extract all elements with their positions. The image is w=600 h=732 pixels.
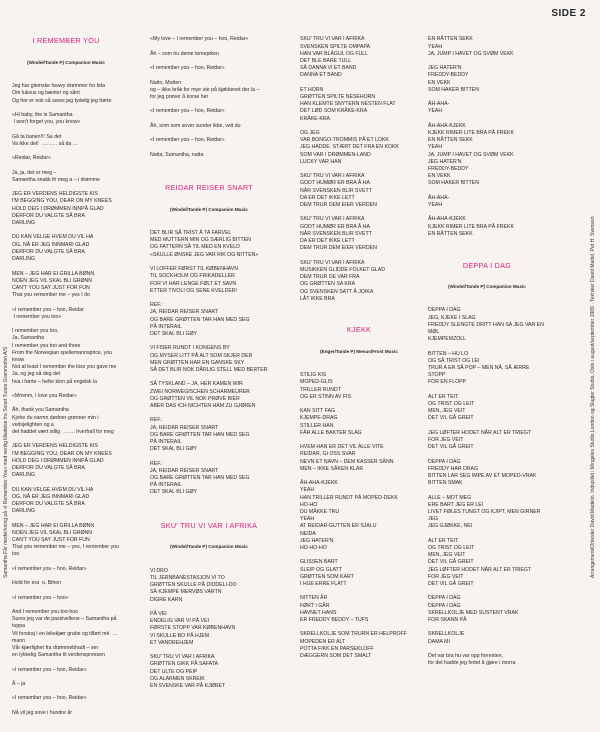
song-lyrics: DET BLIR SÅ TRIST Å TA FARVEL MED MUTTERN MIN OG SÆRLIG BITTEN OG FATTERN SÅ TIL MED EN KVELD «SKULLE ØNSKE JEG VAR RIK OG NITTEN» VI LOFFER FØRST TIL KØBENHAVN TIL SOCKHOLM OG FRIKADELLER FOR VI HAR LENGE FØLT ET SAVN ETTER TIVOLI OG SENE KVELDER! REF.: JA, REIDAR REISER SNART OG BARE GRØTTEN TAR HAN MED SEG PÅ INTERAIL DET SKAL BLI GØY VI FISER RUNDT I KONGENS BY OG MYSER LITT PÅ ALT SOM SKJER DER MEN GRØTTEN HAR EN GANSKE SKY SÅ DET BLIR NOK DÅRLIG STELL MED BERTER SÅ TYSKLAND – JA, HER KAMEN WIR ZWEI NORWEGISCHEN SCHARMEURER OG GRØTTEN VIL NOK PRØVE BIER ABER DAS ICH NICHTEN HAM ZU GJØREN REF.: JA, REIDAR REISER SNART OG BARE GRØTTEN TAR HAN MED SEG PÅ INTERAIL DET SKAL BLI GØY REF.: JA, REIDAR REISER SNART OG BARE GRØTTEN TAR HAN MED SEG PÅ INTERAIL DET SKAL BLI GØY [150, 230, 268, 496]
song-lyrics: Jeg har glemske heavy drømmer for tida Om luksus og bæster og sånt Og her er nok så sures jeg tydelig jeg hørte «Hi baby, the is Samantha I won't forget you, you know» Gå ta banen!!! Sa det Va ikke det! ……… så da … «Reidar, Reidar» Ja, ja, det er meg – Samantha snakk fri meg a – i drømme JEG ER VERDENS HELDIGSTE KIS I'M BEGGING YOU, DEAR ON MY KNEES HOLD DEG I DRØMMEN INNPÅ GLAD DERFOR DU VALGTE SÅ BRA DARLING DU KAN VELGE HVEM DU VIL HA OG, NÅ ER JEG INNMARI GLAD DERFOR DU VALGTE SÅ BRA DARLING MEN – JEG HAR EI GRILLA BØNN NOEN JEG VIL SKAL BLI GRØNN CAN'T YOU SAY JUST FOR FUN That you remember me – yes I do «I remember you – hoo, Reidar I remember you too» I remember you too, Ja, Samantha I remember you too and three From the Norwegian spellemannsprice, you know Not at least I remember the kiss you gave me Ja, og jeg så deg det hva i hørte – hefer kinn på engelsk la «Mmmm, I love you Reidar» Åh, thank you Samantha Kjohe du varmn dødner-grønner min i vedsjelighten og a det haddet vært stilig ……. hverfrall for meg JEG ER VERDENS HELDIGSTE KIS I'M BEGGING YOU, DEAR ON MY KNEES HOLD DEG I DRØMMEN INNPÅ GLAD DERFOR DU VALGTE SÅ BRA DARLING DU KAN VELGE HVEM DU VIL HA OG, NÅ ER JEG INNMARI GLAD DERFOR DU VALGTE SÅ BRA DARLING MEN – JEG HAR EI GRILLA BØNN NOEN JEG VIL SKAL BLI GRØNN CAN'T YOU SAY JUST FOR FUN That you remember me – yes, I remember you too «I remember you – hoo, Reidar» Hold for era o, Bihen «I remember you – hoo» And I remember you too-hoo Sures jeg var de passivellene – Samantha på tuppa Vil forstraj i en lekekjær grahe og tilført mé … mann Vår kjærlighet fra drømmebhadt – ser en lykkelig Samantha til verdenspressen «I remember you – hoo, Reidar» Å – ja «I remember you – hoo, Reidar» Nå vil jeg sove i hundre år [12, 83, 119, 716]
song-credit: (Windel/Tande P) Companion Music [448, 283, 526, 289]
song-credit: (Windel/Tande P) Companion Music [170, 544, 248, 550]
song-lyrics-continued: «My love – I remember you – hoo, Reidar» Åh – som hu deme tomepiken «I remember you – hoo, Reidar» Natto, Mutten og – ikke bråk for mye ute på kjøkkenet der la – for jeg prøver å korse her «I remember you – hoo, Reidar» Åh, som som sover sunder ikke, veit du «I remember you – hoo, Reidar» Natta, Samantha, natta [150, 36, 260, 158]
left-vertical-credit: Samantha Får medvirkning på »I Remember You« med venlig tilladelse fra Sonet Tunes Grammofon A/S [3, 346, 9, 578]
song-title-reidar-reiser-snart: REIDAR REISER SNART [165, 183, 253, 193]
song-lyrics: STILIG KIS MOPED-GLIS TRILLER RUNDT OG ER STINN AV FIS KAN SITT FAG KJEMPE-DRAG STILLER HAN FÅR ALLE BAKTER SLAG HVEM HAN ER DET VIL ALLE VITE REIDAR, GI OSS SVAR NEVN ET NAVN – DEM KASSER SÅNN MEN – IKKE SÅKEN KLAR ÅH-AHA-KJEKK YEAH HAN TRILLER RUNDT PÅ MOPED-DEKK HO-HO DU MÅKKE TRU YEAH AT REIDAR-GUTTEN ER SJALU NEIDA JEG HATER'N HO-HO-HO GLISSEN BART SLEIP OG GLATT GRØTTEN SOM KART I HUE ERRE FLATT NITTEN ÅR FØRT I GÅR HAVNET HANS ER FREDDY BEDDY – TUFS SKRELLKOLJE SOM TRURN ER HELPROFF MOPEDEN ER ALT POTTA FIKK EN PARSEKLOFF DÆGGERN SOM DET SMALT [300, 372, 407, 660]
song-credit: (Enger/Tande P) Menus/Frost Music [320, 348, 398, 354]
song-title-sku-tru-vi-var-i-afrika: SKU' TRU VI VAR I AFRIKA [160, 521, 258, 530]
song-title-kjekk: KJEKK [346, 325, 372, 335]
side-label: SIDE 2 [551, 8, 586, 19]
column-3 [300, 22, 418, 675]
song-lyrics: DEPPA I DAG JEG, KJEKE I SLAG FREDDY SLENGTE DRITT HAN SA JEG VAR EN MØL KJEMPEMZOLL BITTEN – HU LO OG SÅ TRIST OG LEI TRUR A ER SÅ POP – MEN NÅ, SÅ ÆRRE STOPP FOR EN FLOPP ALT ER TEIT OG TRIST OG LEIT MEN, JEG VEIT DET VIL GÅ GREIT JEG LØFTER HODET NÅR ALT ER TRIEGT FOR JEG VEIT DET VIL GÅ GREIT DEPPA I DAG FREDDY HAR DRAG BITTEN LAR SEG IMPE AV ET MOPED-VRAK BITTEN SMAK ALLE – MOT MEG ERE BART JEG ER LEI LIVET FØLES TUNGT OG KJIPT, MEN GIRNER JEG JEG GJØKKE, NEI ALT ER TEIT OG TRIST OG LEIT MEN, JEG VEIT DET VIL GÅ GREIT JEG LØFTER HODET NÅR ALT ER TRIEGT FOR JEG VEIT DET VIL GÅ GREIT DEPPA I DAG DEPPA I DAG SKRELLKOLJE MED SUSTENT VRAK FOR SKANN PÅ SKRELLKOLJE DAMA MI Det var bra hu var opp forresten, for det hadde jeg fertet å gjøre i morra [428, 307, 544, 667]
song-lyrics-continued: SKU' TRU VI VAR I AFRIKA SVENSKEN SPILTE OMPAPA HAN VAR BLÅGUL OG FULL DET BLE BARE TULL SÅ DANNA VI ET BAND DANNA ET BAND ET HORN GRØTTEN SPILTE NESEHORN HAN KLEMTE SNYTERN NESTEN FLAT DET LØD SOM KRÅKE-KRA KRÅKE-KRA OG JEG VAR BONGO-TROMMIS PÅ ET LOKK JEG HADDE STÆRT DET FRA EN KOKK SOM VAR I DRØMMEN-LAND LUCKY VAR HAN SKU' TRU VI VAR I AFRIKA GODT HUMØR ER BRA Å HA NÅR SVENSKEN BLIR SVETT DA ER DET IKKE LETT DEM TRUR DEM EIER VERDEN SKU' TRU VI VAR I AFRIKA GODT HUMØR ER BRA Å HA NÅR SVENSKEN BLIR SVETT DA ER DET IKKE LETT DEM TRUR DEM EIER VERDEN SKU' TRU VI VAR I AFRIKA MUSIKKEN GLIDDE FOLKET GLAD DEM TRUR DE VAR FRA OG GRØTTEN SA KRA OG SVENSKEN SATT Å JOIKA LÅT IKKE BRA [300, 36, 399, 302]
column-1 [12, 22, 120, 732]
song-lyrics: VI DRO TIL JERNBANESTASJON VI TO GRØTTEN SKULLE PÅ DIDDELI-DO SÅ KJEMPE MERVØS VARTN DIGRE KARN PÅ VEI ENDELIG VAR VI PÅ VEI FØRSTE STOPP VAR KØBENHAVN VI SKULLE BO PÅ HJEM ET VANDREHJEM SKU' TRU VI VAR I AFRIKA GRØTTEN GIKK PÅ SAFATA DET ULTE OG PEIP OG ALARMEN SKREIK EN SVENSKE VAR PÅ KJØRET [150, 567, 237, 690]
right-vertical-credit: Arrangement/Orkester David Madelin. Indspillet i Mingeles Studio London og Slagter Studio, Oslo i august/september 1989 · Tekniker David Madel. Pet H. Svenson [590, 216, 596, 578]
song-title-deppa-i-dag: DEPPA I DAG [462, 260, 512, 270]
song-credit: (Windel/Tande P) Companion Music [27, 59, 105, 65]
song-credit: (Windel/Tande P) Companion Music [170, 206, 248, 212]
song-lyrics-continued: EN RÅTTEN SEKK YEAH JA, JUMP I HAVET OG SVØM VEKK JEG HATER'N FREDDY-BEDDY EN VEKK SOM HAKER BITTEN ÅH-AHA- YEAH ÅH-AHA-KJEKK KJEKK RIMER LITE BRA PÅ FREKK EN RÅTTEN SEKK YEAH JA, JUMP I HAVET OG SVØM VEKK JEG HATER'N FREDDY-BEDDY EN VEKK SOM HAKER BITTEN ÅH-AHA- YEAH ÅH-AHA-KJEKK KJEKK RIMER LITE BRA PÅ FREKK EN RÅTTEN SEKK [428, 36, 514, 237]
column-4 [428, 22, 546, 682]
song-title-i-remember-you: I REMEMBER YOU [32, 36, 100, 46]
column-2 [150, 22, 268, 705]
